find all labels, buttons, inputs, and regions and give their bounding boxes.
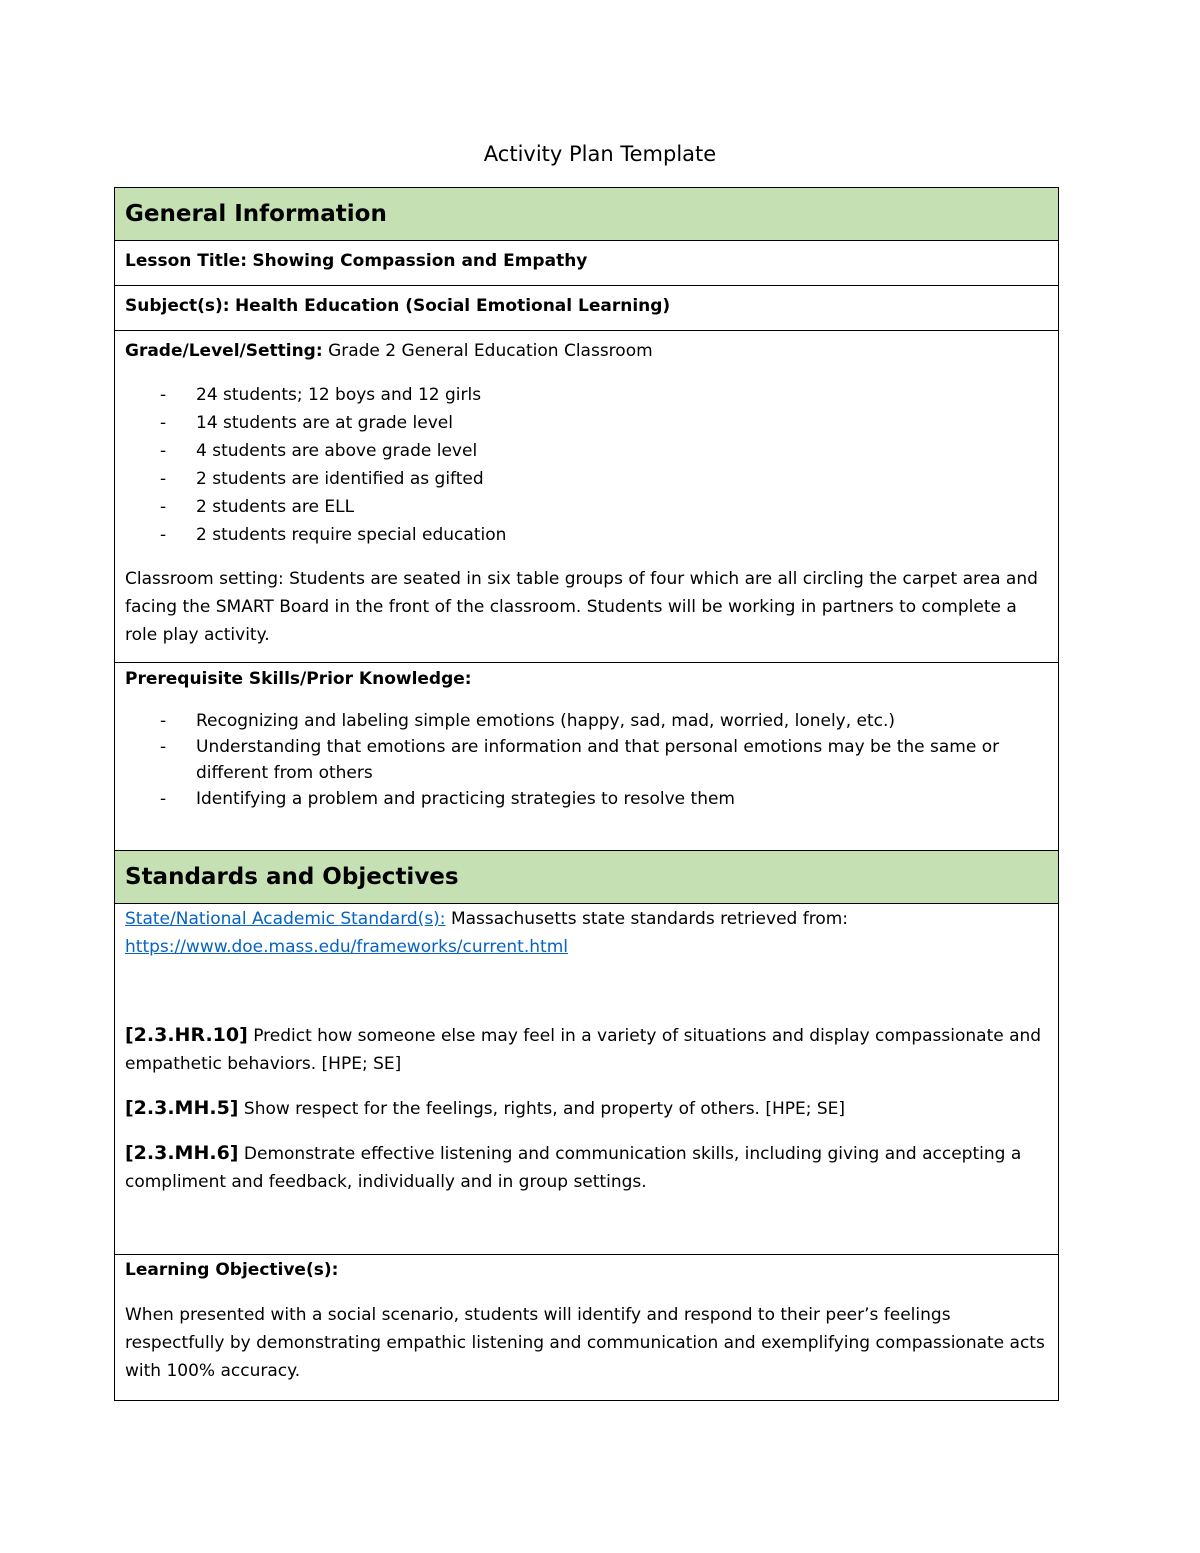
list-item: - 2 students require special education xyxy=(125,521,1048,549)
list-item: - 14 students are at grade level xyxy=(125,409,1048,437)
standards-objectives-heading: Standards and Objectives xyxy=(125,864,459,890)
lesson-title-value: Showing Compassion and Empathy xyxy=(252,251,588,271)
standard-text: Demonstrate effective listening and communication skills, including giving and accepting a compliment and feedback, individually and in group settings. xyxy=(125,1144,1022,1192)
grade-label: Grade/Level/Setting: xyxy=(125,341,323,361)
classroom-setting-text: Classroom setting: Students are seated in six table groups of four which are all circling the carpet area and facing the SMART Board in the front of the classroom. Students will be working in partners to complete a role play activity. xyxy=(125,569,1038,645)
list-item: - Identifying a problem and practicing strategies to resolve them xyxy=(125,786,1048,812)
standards-objectives-header xyxy=(115,851,1058,904)
learning-objectives-row xyxy=(115,1255,1058,1400)
subjects-row xyxy=(115,286,1058,331)
standards-url-link[interactable]: https://www.doe.mass.edu/frameworks/current.html xyxy=(125,937,568,957)
standards-row xyxy=(115,904,1058,1255)
list-item: - Recognizing and labeling simple emotions (happy, sad, mad, worried, lonely, etc.) xyxy=(125,708,1048,734)
student-breakdown-list xyxy=(125,381,1048,549)
page-title: Activity Plan Template xyxy=(483,142,717,166)
grade-value: Grade 2 General Education Classroom xyxy=(328,341,653,361)
lesson-title-row xyxy=(115,241,1058,286)
general-information-heading: General Information xyxy=(125,201,387,227)
standards-link[interactable]: State/National Academic Standard(s): xyxy=(125,909,446,929)
grade-level-setting-row xyxy=(115,331,1058,663)
standard-code: [2.3.MH.6] xyxy=(125,1142,239,1164)
list-item: - 24 students; 12 boys and 12 girls xyxy=(125,381,1048,409)
standard-item xyxy=(125,1021,1048,1078)
list-item: - 2 students are ELL xyxy=(125,493,1048,521)
general-information-header xyxy=(115,188,1058,241)
standard-code: [2.3.HR.10] xyxy=(125,1024,248,1046)
learning-objectives-label: Learning Objective(s): xyxy=(125,1260,339,1280)
list-item: - Understanding that emotions are information and that personal emotions may be the same or different from others xyxy=(125,734,1048,786)
standard-code: [2.3.MH.5] xyxy=(125,1097,239,1119)
subjects-label: Subject(s): xyxy=(125,296,230,316)
prerequisite-skills-label: Prerequisite Skills/Prior Knowledge: xyxy=(125,669,472,689)
standard-text: Show respect for the feelings, rights, and property of others. [HPE; SE] xyxy=(243,1099,846,1119)
standards-source-text: Massachusetts state standards retrieved from: xyxy=(450,909,849,929)
prerequisite-skills-list xyxy=(125,708,1048,812)
activity-plan-table xyxy=(114,187,1059,1401)
learning-objectives-text: When presented with a social scenario, students will identify and respond to their peer’s feelings respectfully by demonstrating empathic listening and communication and exemplifying compassionate acts with 100% accuracy. xyxy=(125,1305,1045,1381)
standard-item xyxy=(125,1094,1048,1123)
subjects-value: Health Education (Social Emotional Learning) xyxy=(234,296,671,316)
standard-item xyxy=(125,1139,1048,1196)
lesson-title-label: Lesson Title: xyxy=(125,251,248,271)
list-item: - 4 students are above grade level xyxy=(125,437,1048,465)
list-item: - 2 students are identified as gifted xyxy=(125,465,1048,493)
standard-text: Predict how someone else may feel in a variety of situations and display compassionate and empathetic behaviors. [HPE; SE] xyxy=(125,1026,1042,1074)
prerequisite-skills-row xyxy=(115,663,1058,851)
